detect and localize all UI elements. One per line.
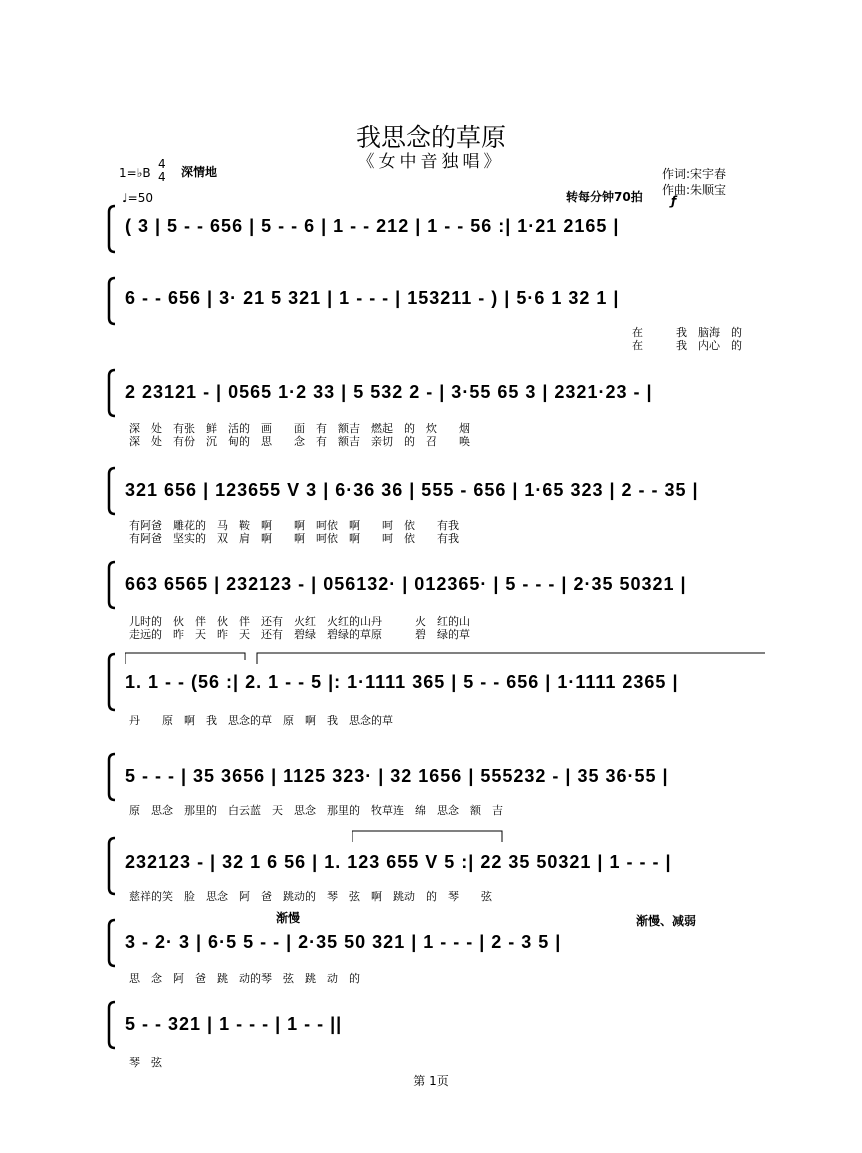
system-3	[107, 368, 767, 448]
notation-line: 1. 1 - - (56 :| 2. 1 - - 5 |: 1·1111 365 | 5 - - 656 | 1·1111 2365 |	[125, 672, 679, 692]
composer-credit: 作曲:朱顺宝	[662, 183, 727, 197]
marking-slow-down-soften: 渐慢、减弱	[636, 914, 697, 928]
system-2	[107, 276, 767, 356]
system-4	[107, 466, 767, 546]
lyrics-verse-1: 琴 弦	[129, 1056, 162, 1069]
lyrics-verse-1: 思 念 阿 爸 跳 动的琴 弦 跳 动 的	[129, 972, 360, 985]
dynamics-mark: ƒ	[671, 194, 677, 208]
lyrics-verse-1: 丹 原 啊 我 思念的草 原 啊 我 思念的草	[129, 714, 393, 727]
time-signature-top: 4	[158, 157, 166, 171]
lyrics-verse-1: 深 处 有张 鲜 活的 画 面 有 额吉 燃起 的 炊 烟	[129, 422, 470, 435]
expression-mark: 深情地	[181, 165, 218, 179]
volta-bracket	[352, 830, 512, 844]
system-bracket	[107, 204, 127, 254]
volta-brackets	[125, 652, 765, 666]
system-bracket	[107, 652, 127, 712]
system-bracket	[107, 560, 127, 610]
time-signature-bottom: 4	[158, 170, 166, 184]
notation-line: 663 6565 | 232123 - | 056132· | 012365· | 5 - - - | 2·35 50321 |	[125, 574, 687, 594]
notation-line: 321 656 | 123655 V 3 | 6·36 36 | 555 - 656 | 1·65 323 | 2 - - 35 |	[125, 480, 699, 500]
system-8	[107, 830, 767, 905]
system-1	[107, 204, 767, 254]
lyrics-verse-1: 有阿爸 雕花的 马 鞍 啊 啊 呵依 啊 呵 依 有我	[129, 519, 459, 532]
system-bracket	[107, 466, 127, 516]
system-9	[107, 918, 767, 988]
lyrics-verse-2: 深 处 有份 沉 甸的 思 念 有 额吉 亲切 的 召 唤	[129, 435, 470, 448]
notation-line: 3 - 2· 3 | 6·5 5 - - | 2·35 50 321 | 1 - - - | 2 - 3 5 |	[125, 932, 562, 952]
notation-line: 5 - - 321 | 1 - - - | 1 - - ||	[125, 1014, 343, 1034]
tempo-change-mark: 转每分钟70拍	[566, 190, 643, 204]
lyrics-verse-2: 有阿爸 坚实的 双 肩 啊 啊 呵依 啊 呵 依 有我	[129, 532, 459, 545]
system-bracket	[107, 918, 127, 968]
key-signature: 1=♭B	[119, 166, 151, 180]
lyricist-credit: 作词:宋宇春	[662, 167, 727, 181]
page-number: 第 1页	[413, 1074, 449, 1088]
lyrics-verse-1: 原 思念 那里的 白云蓝 天 思念 那里的 牧草连 绵 思念 额 吉	[129, 804, 503, 817]
tempo-mark: ♩=50	[122, 191, 153, 205]
system-bracket	[107, 368, 127, 418]
notation-line: 232123 - | 32 1 6 56 | 1. 123 655 V 5 :| 22 35 50321 | 1 - - - |	[125, 852, 672, 872]
lyrics-verse-2: 在 我 内心 的	[632, 339, 742, 352]
lyrics-verse-2: 走远的 昨 天 昨 天 还有 碧绿 碧绿的草原 碧 绿的草	[129, 628, 470, 641]
system-6	[107, 652, 767, 732]
notation-line: 6 - - 656 | 3· 21 5 321 | 1 - - - | 153211 - ) | 5·6 1 32 1 |	[125, 288, 620, 308]
notation-line: 2 23121 - | 0565 1·2 33 | 5 532 2 - | 3·55 65 3 | 2321·23 - |	[125, 382, 653, 402]
page-title: 我思念的草原	[355, 123, 506, 152]
lyrics-verse-1: 儿时的 伙 伴 伙 伴 还有 火红 火红的山丹 火 红的山	[129, 615, 470, 628]
marking-slow-down: 渐慢	[276, 911, 301, 925]
system-bracket	[107, 1000, 127, 1050]
lyrics-verse-1: 慈祥的笑 脸 思念 阿 爸 跳动的 琴 弦 啊 跳动 的 琴 弦	[129, 890, 492, 903]
lyrics-verse-1: 在 我 脑海 的	[632, 326, 742, 339]
notation-line: 5 - - - | 35 3656 | 1125 323· | 32 1656 | 555232 - | 35 36·55 |	[125, 766, 669, 786]
system-bracket	[107, 752, 127, 802]
notation-line: ( 3 | 5 - - 656 | 5 - - 6 | 1 - - 212 | 1 - - 56 :| 1·21 2165 |	[125, 216, 620, 236]
system-10	[107, 1000, 767, 1070]
system-5	[107, 560, 767, 640]
system-bracket	[107, 276, 127, 326]
system-7	[107, 752, 767, 822]
system-bracket	[107, 836, 127, 896]
page-subtitle: 《女中音独唱》	[357, 152, 505, 172]
